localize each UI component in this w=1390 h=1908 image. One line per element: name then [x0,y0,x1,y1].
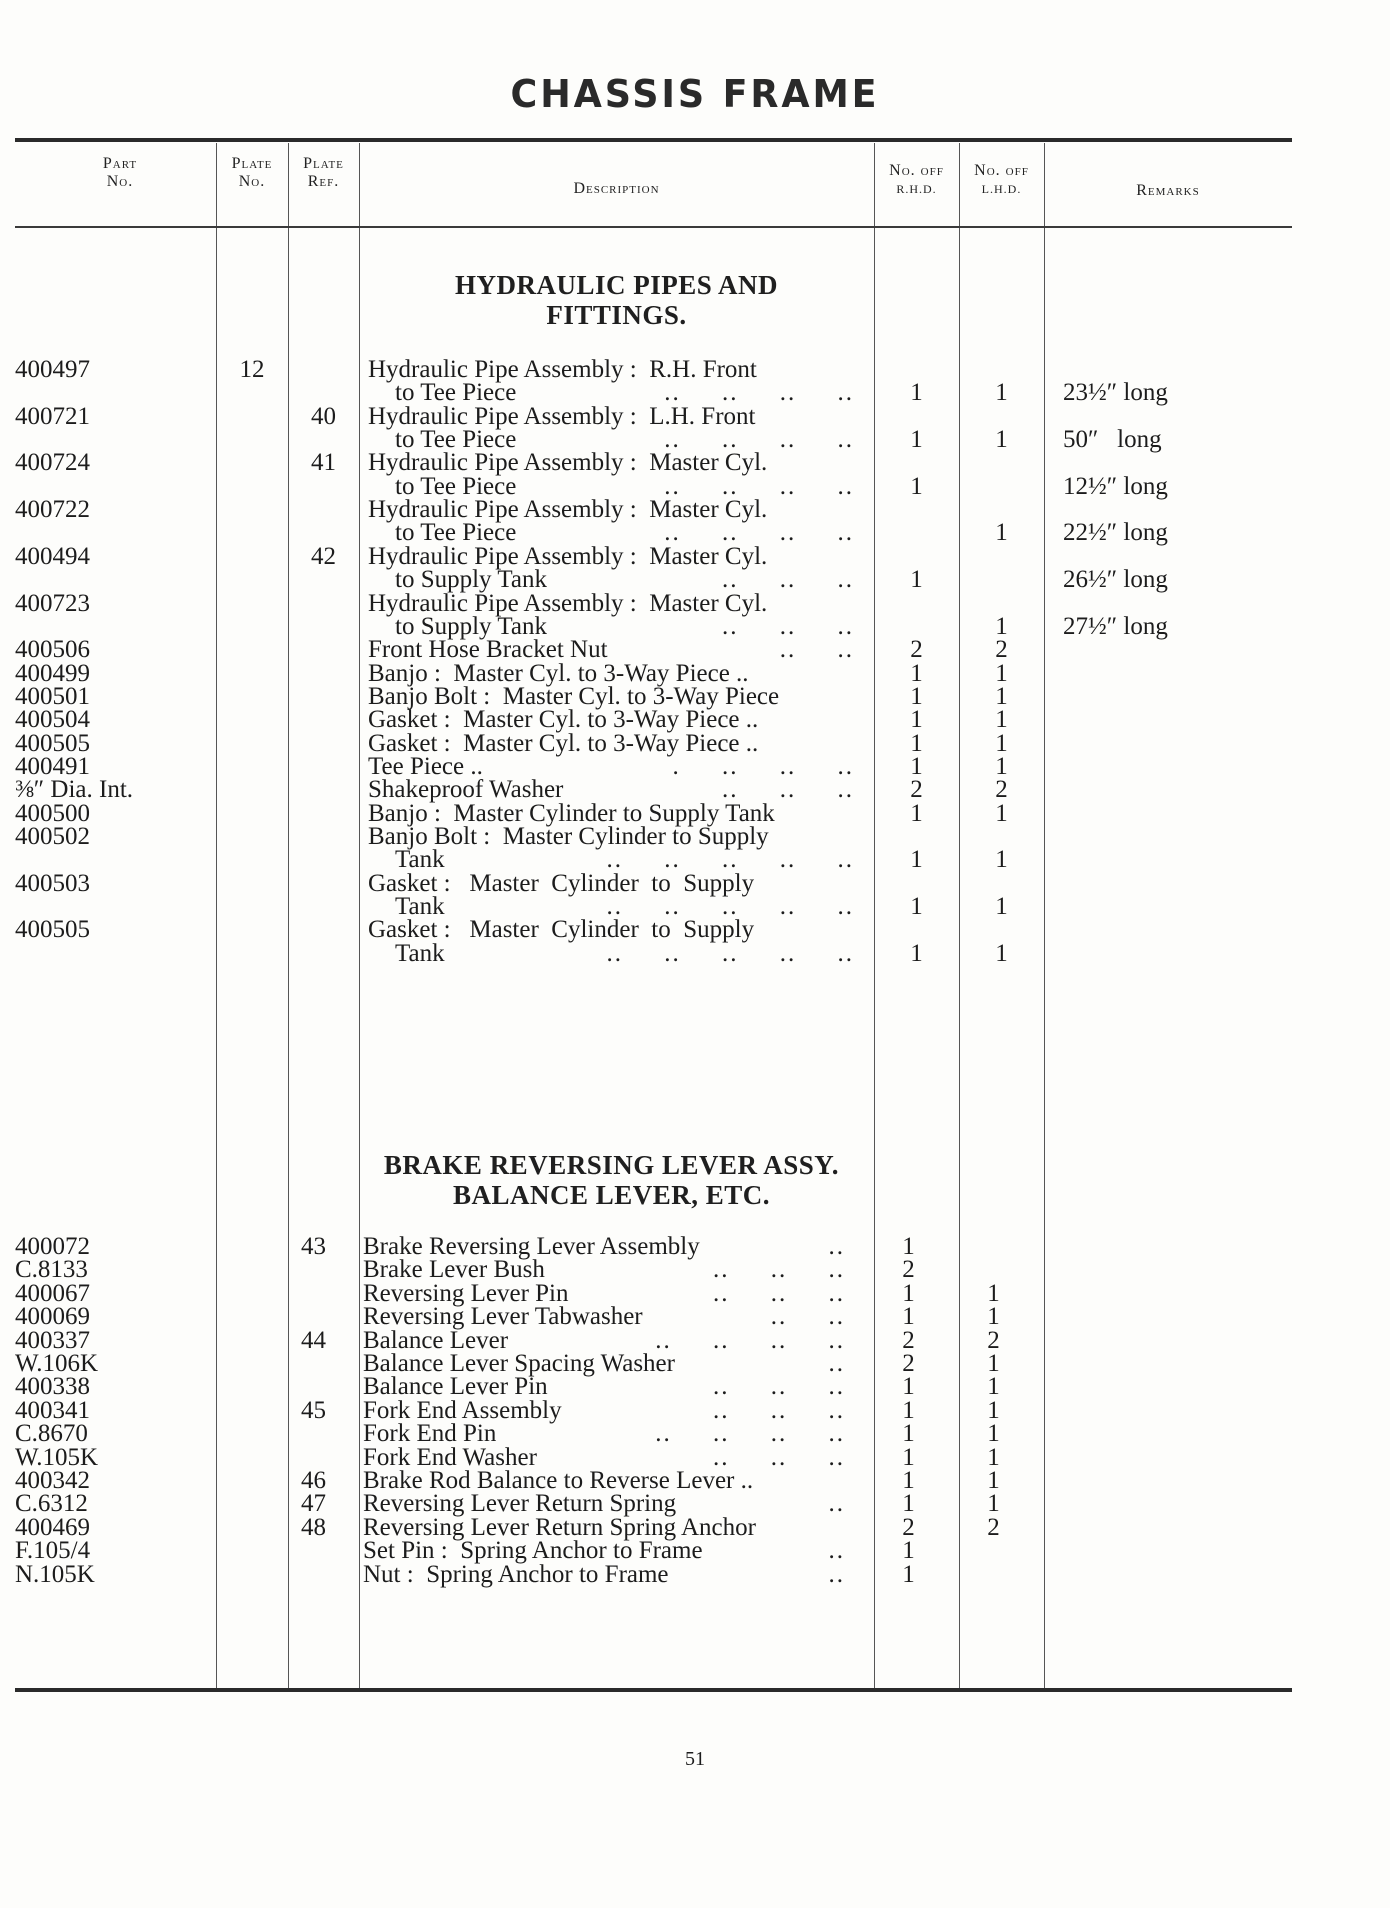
part-number: C.8133 [15,1256,88,1284]
qty-rhd: 2 [902,1350,915,1377]
qty-lhd: 1 [995,893,1008,921]
qty-rhd: 1 [910,472,923,500]
header-part-no [60,155,180,191]
dot-leader: .. .. .. [713,1396,845,1424]
part-number: 400724 [15,449,90,477]
description: Balance Lever Spacing Washer [363,1350,675,1377]
dot-leader: .. [828,1490,845,1518]
header-plate-no-line2: No. [238,173,266,190]
part-number: 400503 [15,869,90,897]
qty-lhd: 1 [995,519,1008,547]
part-number: 400505 [15,916,90,944]
qty-lhd: 2 [995,776,1008,804]
qty-lhd: 1 [987,1396,1000,1424]
qty-lhd: 1 [995,426,1008,454]
qty-lhd: 1 [995,799,1008,827]
qty-rhd: 1 [910,426,923,454]
qty-rhd: 2 [902,1326,915,1354]
dot-leader: .. .. .. [713,1373,845,1401]
dot-leader: .. .. .. .. [664,426,854,454]
qty-rhd: 1 [910,729,923,757]
dot-leader: .. .. .. [713,1256,845,1284]
description: Reversing Lever Tabwasher [363,1303,643,1331]
qty-lhd: 1 [987,1490,1000,1518]
description: Banjo : Master Cyl. to 3-Way Piece .. [368,659,749,687]
qty-rhd: 2 [902,1513,915,1541]
description: Hydraulic Pipe Assembly : R.H. Front [368,356,757,383]
qty-lhd: 1 [995,939,1008,967]
remarks: 22½″ long [1063,519,1168,547]
plate-ref: 43 [301,1233,326,1260]
qty-lhd: 2 [995,636,1008,664]
description: Hydraulic Pipe Assembly : L.H. Front [368,402,756,430]
part-number: 400072 [15,1233,90,1260]
qty-rhd: 1 [910,566,923,594]
part-number: 400502 [15,823,90,850]
qty-lhd: 2 [987,1326,1000,1354]
plate-ref: 45 [301,1396,326,1424]
qty-rhd: 1 [902,1373,915,1401]
qty-rhd: 1 [902,1303,915,1331]
qty-lhd: 1 [995,729,1008,757]
description: Hydraulic Pipe Assembly : Master Cyl. [368,589,768,617]
dot-leader: .. .. .. [722,566,854,594]
description: Balance Lever Pin [363,1373,548,1401]
description: to Tee Piece [395,426,517,454]
part-number: 400491 [15,752,90,780]
plate-number: 12 [239,356,265,383]
qty-rhd: 1 [910,706,923,734]
header-plate-ref [288,155,359,191]
dot-leader: .. .. .. .. [664,379,854,407]
qty-rhd: 1 [910,846,923,874]
part-number: 400337 [15,1326,90,1354]
dot-leader: .. [828,1350,845,1377]
description: Reversing Lever Return Spring [363,1490,677,1518]
qty-rhd: 1 [902,1467,915,1494]
dot-leader: .. .. .. .. [664,472,854,500]
qty-lhd: 1 [995,682,1008,710]
remarks: 50″ long [1063,426,1162,454]
dot-leader: .. .. .. .. [664,519,854,547]
description: Gasket : Master Cylinder to Supply [368,869,755,897]
top-rule [15,138,1292,142]
remarks: 26½″ long [1063,566,1168,594]
table-row [0,940,1390,968]
description: Fork End Assembly [363,1396,562,1424]
description: Hydraulic Pipe Assembly : Master Cyl. [368,496,768,524]
qty-rhd: 1 [910,379,923,407]
qty-lhd: 1 [987,1467,1000,1494]
section-title-line2: BALANCE LEVER, ETC. [452,1180,771,1210]
description: Gasket : Master Cylinder to Supply [368,916,755,944]
part-number: 400341 [15,1396,90,1424]
remarks: 12½″ long [1063,472,1168,500]
header-rhd-line1: No. off [889,162,944,179]
part-number: 400499 [15,659,90,687]
part-number: 400497 [15,356,90,383]
description: Tank [395,893,445,921]
qty-rhd: 1 [902,1443,915,1471]
description: Nut : Spring Anchor to Frame [363,1560,669,1588]
header-part-no-line2: No. [106,173,134,190]
description: Fork End Pin [363,1420,497,1448]
remarks: 23½″ long [1063,379,1168,407]
plate-ref: 44 [301,1326,326,1354]
plate-ref: 48 [301,1513,326,1541]
part-number: 400505 [15,729,90,757]
dot-leader: .. .. .. [722,776,854,804]
dot-leader: .. .. [779,636,854,664]
description: Brake Rod Balance to Reverse Lever .. [363,1467,754,1494]
part-number: W.106K [15,1350,99,1377]
qty-rhd: 1 [910,682,923,710]
dot-leader: .. [828,1233,845,1260]
qty-rhd: 1 [910,893,923,921]
qty-lhd: 1 [995,706,1008,734]
part-number: W.105K [15,1443,99,1471]
description: to Tee Piece [395,472,517,500]
dot-leader: .. .. .. .. .. [606,893,854,921]
description: Gasket : Master Cyl. to 3-Way Piece .. [368,729,759,757]
header-no-off-lhd [959,162,1044,198]
header-lhd-line2: L.H.D. [981,182,1022,196]
description: Balance Lever [363,1326,509,1354]
description: Gasket : Master Cyl. to 3-Way Piece .. [368,706,759,734]
part-number: 400338 [15,1373,90,1401]
description: to Tee Piece [395,519,517,547]
section-title-line1: HYDRAULIC PIPES AND [454,270,779,300]
plate-ref: 40 [311,402,336,430]
part-number: 400722 [15,496,90,524]
description: Hydraulic Pipe Assembly : Master Cyl. [368,449,768,477]
qty-rhd: 1 [910,659,923,687]
dot-leader: .. .. .. .. [655,1326,845,1354]
part-number: 400469 [15,1513,90,1541]
plate-ref: 47 [301,1490,326,1518]
description: Reversing Lever Return Spring Anchor [363,1513,756,1541]
qty-rhd: 1 [902,1490,915,1518]
page-number: 51 [685,1748,705,1770]
table-row [0,1561,1390,1589]
qty-lhd: 1 [987,1420,1000,1448]
part-number: 400500 [15,799,90,827]
description: Reversing Lever Pin [363,1279,569,1307]
part-number: 400504 [15,706,90,734]
qty-rhd: 2 [910,776,923,804]
qty-lhd: 1 [987,1443,1000,1471]
dot-leader: .. .. .. [713,1443,845,1471]
remarks: 27½″ long [1063,612,1168,640]
header-remarks: Remarks [1136,182,1200,199]
dot-leader: .. .. .. .. .. [606,939,854,967]
qty-rhd: 1 [902,1560,915,1588]
qty-rhd: 1 [910,799,923,827]
dot-leader: . .. .. .. [672,752,854,780]
qty-lhd: 1 [995,846,1008,874]
part-number: C.8670 [15,1420,88,1448]
description: Tee Piece .. [368,752,483,780]
header-description: Description [573,180,660,197]
section-title-hydraulic [359,270,874,330]
part-number: ⅜″ Dia. Int. [15,776,134,804]
bottom-rule [15,1688,1292,1692]
qty-lhd: 1 [987,1279,1000,1307]
description: Banjo Bolt : Master Cyl. to 3-Way Piece [368,682,780,710]
part-number: F.105/4 [15,1537,91,1565]
part-number: 400501 [15,682,90,710]
qty-rhd: 1 [902,1279,915,1307]
part-number: 400069 [15,1303,90,1331]
qty-lhd: 1 [995,659,1008,687]
header-rule [15,226,1292,228]
qty-rhd: 1 [902,1396,915,1424]
part-number: C.6312 [15,1490,88,1518]
header-plate-no [216,155,288,191]
section-title-line1: BRAKE REVERSING LEVER ASSY. [383,1150,840,1180]
section-title-line2: FITTINGS. [546,300,687,330]
part-number: 400721 [15,402,90,430]
qty-rhd: 1 [910,939,923,967]
section-title-brake-reversing [359,1150,864,1210]
part-number: N.105K [15,1560,95,1588]
qty-lhd: 1 [995,612,1008,640]
description: Fork End Washer [363,1443,537,1471]
dot-leader: .. [828,1560,845,1588]
description: Hydraulic Pipe Assembly : Master Cyl. [368,542,768,570]
header-part-no-line1: Part [102,155,138,172]
header-plate-no-line1: Plate [231,155,273,172]
qty-lhd: 1 [995,379,1008,407]
part-number: 400494 [15,542,90,570]
description: Shakeproof Washer [368,776,564,804]
part-number: 400342 [15,1467,90,1494]
dot-leader: .. .. .. [722,612,854,640]
description: to Supply Tank [395,612,547,640]
plate-ref: 41 [311,449,336,477]
description: Tank [395,846,445,874]
dot-leader: .. .. .. .. .. [606,846,854,874]
page-title: CHASSIS FRAME [510,72,880,116]
header-plate-ref-line2: Ref. [307,173,340,190]
header-no-off-rhd [874,162,959,198]
part-number: 400723 [15,589,90,617]
part-number: 400506 [15,636,90,664]
plate-ref: 42 [311,542,336,570]
description: to Supply Tank [395,566,547,594]
header-rhd-line2: R.H.D. [896,182,937,196]
header-plate-ref-line1: Plate [303,155,344,172]
qty-rhd: 1 [902,1233,915,1260]
qty-lhd: 1 [995,752,1008,780]
qty-lhd: 1 [987,1350,1000,1377]
description: to Tee Piece [395,379,517,407]
dot-leader: .. .. .. [713,1279,845,1307]
qty-rhd: 2 [910,636,923,664]
description: Banjo Bolt : Master Cylinder to Supply [368,823,769,850]
qty-rhd: 1 [902,1537,915,1565]
description: Tank [395,939,445,967]
part-number: 400067 [15,1279,90,1307]
dot-leader: .. .. .. .. [655,1420,845,1448]
qty-lhd: 2 [987,1513,1000,1541]
description: Front Hose Bracket Nut [368,636,608,664]
qty-lhd: 1 [987,1373,1000,1401]
plate-ref: 46 [301,1467,326,1494]
description: Brake Lever Bush [363,1256,545,1284]
description: Brake Reversing Lever Assembly [363,1233,700,1260]
qty-rhd: 1 [910,752,923,780]
dot-leader: .. .. [770,1303,845,1331]
description: Banjo : Master Cylinder to Supply Tank [368,799,775,827]
qty-lhd: 1 [987,1303,1000,1331]
description: Set Pin : Spring Anchor to Frame [363,1537,703,1565]
qty-rhd: 2 [902,1256,915,1284]
qty-rhd: 1 [902,1420,915,1448]
header-lhd-line1: No. off [974,162,1029,179]
dot-leader: .. [828,1537,845,1565]
